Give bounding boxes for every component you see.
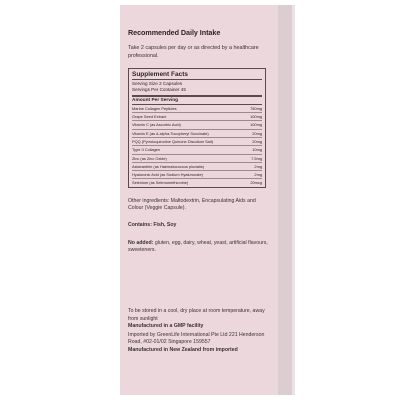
facts-row: [132, 155, 262, 163]
ingredient-amount: 750mg: [250, 105, 262, 111]
label-content: [128, 28, 272, 354]
ingredient-amount: 2mg: [254, 172, 262, 178]
serving-size: Serving Size 2 Capsules: [132, 81, 183, 87]
product-box-side: [278, 5, 292, 395]
ingredient-name: Vitamin C (as Ascorbic Acid): [132, 122, 181, 128]
daily-intake-instructions: Take 2 capsules per day or as directed by a healthcare professional.: [128, 45, 259, 59]
ingredient-amount: 20mcg: [250, 180, 262, 186]
facts-row: [132, 105, 262, 113]
facts-row: [132, 179, 262, 186]
ingredient-name: Type II Collagen: [132, 147, 161, 153]
facts-row: [132, 163, 262, 171]
facts-row: [132, 121, 262, 129]
facts-row: [132, 113, 262, 121]
ingredient-amount: 10mg: [252, 147, 262, 153]
supplement-facts-table: [128, 68, 266, 188]
facts-row: [132, 138, 262, 146]
ingredient-amount: 20mg: [252, 130, 262, 136]
gmp-statement: Manufactured in a GMP facility: [128, 322, 204, 329]
supplement-facts-title: Supplement Facts: [132, 71, 262, 80]
ingredient-name: Hyaluronic Acid (as Sodium Hyaluronate): [132, 172, 203, 178]
product-box-side-edge: [292, 5, 295, 395]
storage-instructions: To be stored in a cool, dry place at room temperature, away from sunlight: [128, 308, 265, 322]
ingredient-name: Astaxanthin (as Haematococcus pluvialis): [132, 163, 205, 169]
ingredient-amount: 7.5mg: [251, 155, 262, 161]
facts-row: [132, 130, 262, 138]
facts-divider: [132, 95, 262, 97]
allergen-contains: Contains: Fish, Soy: [128, 222, 177, 229]
amount-per-serving-header: Amount Per Serving: [132, 98, 262, 105]
other-ingredients: Other ingredients: Maltodextrin, Encapsulating Aids and Colour (Veggie Capsule).: [128, 197, 256, 212]
ingredient-name: Vitamin E (as d-alpha-Tocopheryl Succinate): [132, 130, 209, 136]
no-added-statement: [128, 240, 272, 255]
facts-row: [132, 171, 262, 179]
ingredient-name: Marine Collagen Peptides: [132, 105, 177, 111]
ingredient-amount: 100mg: [250, 122, 262, 128]
ingredient-name: Zinc (as Zinc Oxide): [132, 155, 167, 161]
manufacturing-origin: Manufactured in New Zealand from imported: [128, 346, 238, 353]
no-added-label: No added:: [128, 239, 154, 246]
ingredient-amount: 20mg: [252, 138, 262, 144]
ingredient-name: PQQ (Pyrroloquinoline Quinone Disodium Salt): [132, 138, 214, 144]
importer-address: Imported by GreenLife International Pte Ltd 221 Henderson Road, #02-01/02 Singapore 159557: [128, 332, 265, 346]
facts-row: [132, 146, 262, 154]
ingredient-name: Selenium (as Selenomethionine): [132, 180, 189, 186]
ingredient-amount: 100mg: [250, 114, 262, 120]
ingredient-amount: 2mg: [254, 163, 262, 169]
no-added-text: gluten, egg, dairy, wheat, yeast, artificial flavours, sweeteners.: [128, 239, 268, 253]
ingredient-name: Grape Seed Extract: [132, 114, 167, 120]
daily-intake-heading: Recommended Daily Intake: [128, 28, 221, 37]
servings-per-container: Servings Per Container 45: [132, 87, 186, 93]
